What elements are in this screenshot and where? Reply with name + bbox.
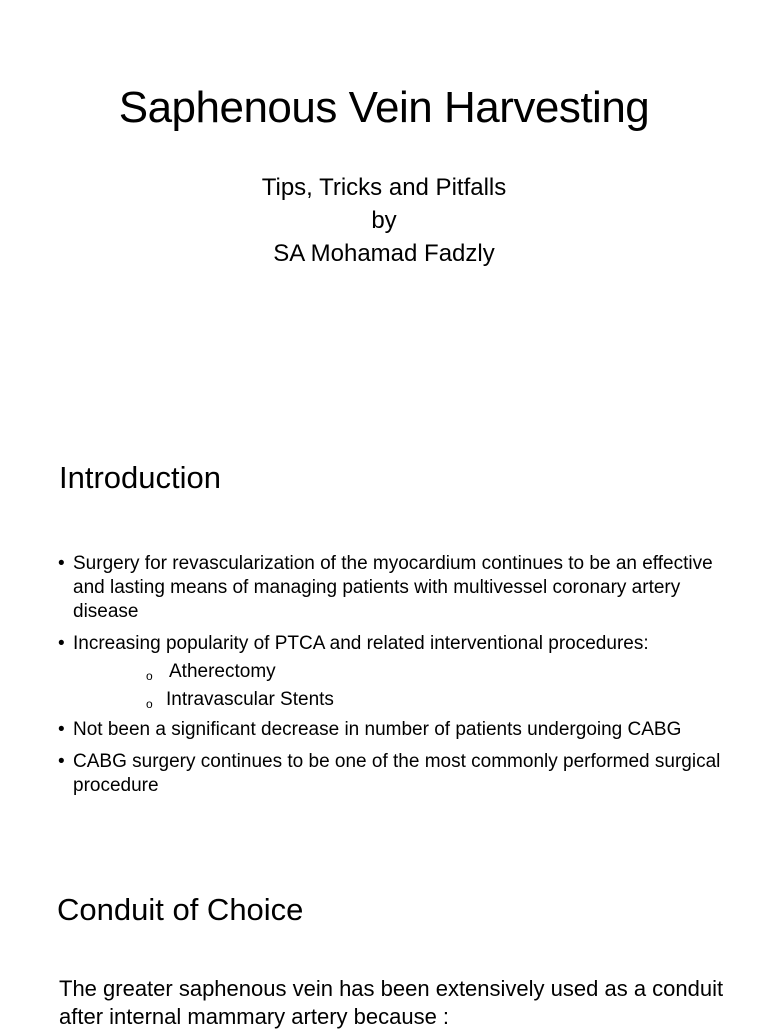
slide-heading: Introduction [59, 460, 221, 495]
sub-bullet-item [58, 686, 748, 714]
sub-bullet-list [58, 658, 748, 714]
conduit-slide [0, 835, 768, 1029]
hollow-circle-icon: o [146, 669, 153, 683]
introduction-slide [0, 405, 768, 835]
title-slide [0, 0, 768, 405]
bullet-item [58, 632, 748, 656]
subtitle-line: Tips, Tricks and Pitfalls [261, 174, 507, 201]
bullet-icon: • [58, 633, 65, 654]
presentation-subtitle [0, 171, 768, 270]
bullet-text: Surgery for revascularization of the myocardium continues to be an effective and lasting means of managing patients with multivessel coronary artery disease [73, 553, 713, 622]
bullet-item [58, 750, 748, 798]
bullet-icon: • [58, 553, 65, 574]
subtitle-line: SA Mohamad Fadzly [273, 240, 495, 267]
bullet-icon: • [58, 719, 65, 740]
bullet-item [58, 552, 748, 624]
bullet-text: Not been a significant decrease in number of patients undergoing CABG [73, 719, 682, 740]
hollow-circle-icon: o [146, 697, 153, 711]
bullet-icon: • [58, 751, 65, 772]
sub-bullet-text: Intravascular Stents [166, 689, 334, 710]
bullet-text: Increasing popularity of PTCA and related interventional procedures: [73, 633, 649, 654]
presentation-title: Saphenous Vein Harvesting [118, 83, 650, 132]
slide-heading: Conduit of Choice [57, 892, 304, 927]
slide-body-text: The greater saphenous vein has been extensively used as a conduit after internal mammary artery because : [59, 976, 724, 1029]
bullet-list [58, 552, 748, 806]
bullet-item [58, 718, 748, 742]
bullet-text: CABG surgery continues to be one of the most commonly performed surgical procedure [73, 751, 721, 796]
subtitle-line: by [371, 207, 397, 234]
sub-bullet-item [58, 658, 748, 686]
sub-bullet-text: Atherectomy [169, 661, 276, 682]
